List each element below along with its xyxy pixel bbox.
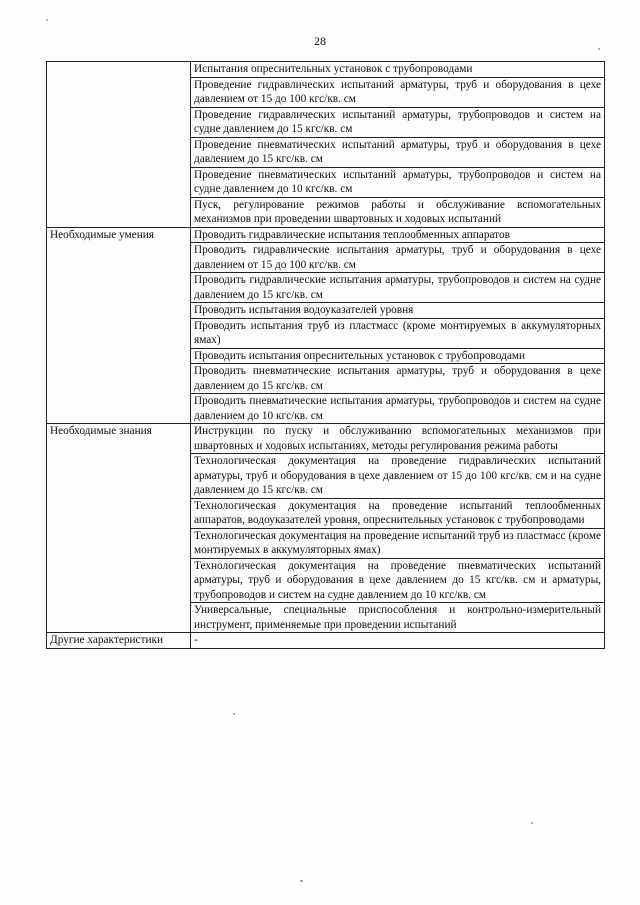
requirement-item: Пуск, регулирование режимов работы и обслуживание вспомогательных механизмов при проведении швартовных и ходовых испытаний	[191, 197, 605, 227]
table-row	[47, 424, 605, 454]
requirement-item: Проведение гидравлических испытаний арматуры, труб и оборудования в цехе давлением от 15 до 100 кгс/кв. см	[191, 77, 605, 107]
page-number: 28	[314, 34, 326, 48]
requirement-item: Проводить испытания водоуказателей уровня	[191, 303, 605, 319]
characteristics-table	[46, 61, 605, 649]
requirement-item: Проводить гидравлические испытания арматуры, трубопроводов и систем на судне давлением до 15 кгс/кв. см	[191, 273, 605, 303]
scan-speck	[300, 880, 303, 882]
requirement-item: Проводить гидравлические испытания теплообменных аппаратов	[191, 227, 605, 243]
section-label: Необходимые знания	[47, 424, 191, 633]
requirement-item: Технологическая документация на проведение гидравлических испытаний арматуры, труб и оборудования в цехе давлением от 15 до 100 кгс/кв. см и на судне давлением до 15 кгс/кв. см	[191, 454, 605, 499]
requirement-item: Технологическая документация на проведение испытаний теплообменных аппаратов, водоуказателей уровня, опреснительных установок с трубопроводами	[191, 498, 605, 528]
requirement-item: Проводить испытания труб из пластмасс (кроме монтируемых в аккумуляторных ямах)	[191, 318, 605, 348]
requirement-item: Проводить испытания опреснительных установок с трубопроводами	[191, 348, 605, 364]
scan-speck	[233, 713, 235, 715]
table-row	[47, 62, 605, 78]
requirement-item: -	[191, 633, 605, 649]
requirement-item: Испытания опреснительных установок с трубопроводами	[191, 62, 605, 78]
scan-speck	[531, 822, 533, 824]
requirement-item: Технологическая документация на проведение пневматических испытаний арматуры, труб и оборудования в цехе давлением до 15 кгс/кв. см и арматуры, трубопроводов и систем на судне давлением до 10 кгс/кв. см	[191, 558, 605, 603]
requirement-item: Проведение пневматических испытаний арматуры, трубопроводов и систем на судне давлением до 10 кгс/кв. см	[191, 167, 605, 197]
requirement-item: Проводить гидравлические испытания арматуры, труб и оборудования в цехе давлением от 15 до 100 кгс/кв. см	[191, 243, 605, 273]
table-row	[47, 227, 605, 243]
requirement-item: Проводить пневматические испытания арматуры, труб и оборудования в цехе давлением до 15 кгс/кв. см	[191, 364, 605, 394]
requirement-item: Проведение гидравлических испытаний арматуры, трубопроводов и систем на судне давлением до 15 кгс/кв. см	[191, 107, 605, 137]
scan-speck	[46, 19, 48, 21]
section-label: Необходимые умения	[47, 227, 191, 424]
requirement-item: Технологическая документация на проведение испытаний труб из пластмасс (кроме монтируемых в аккумуляторных ямах)	[191, 528, 605, 558]
requirement-item: Проводить пневматические испытания арматуры, трубопроводов и систем на судне давлением до 10 кгс/кв. см	[191, 394, 605, 424]
section-label	[47, 62, 191, 228]
table-row	[47, 633, 605, 649]
scan-speck	[598, 48, 600, 50]
requirement-item: Инструкции по пуску и обслуживанию вспомогательных механизмов при швартовных и ходовых испытаниях, методы регулирования режима работы	[191, 424, 605, 454]
requirement-item: Проведение пневматических испытаний арматуры, труб и оборудования в цехе давлением до 15 кгс/кв. см	[191, 137, 605, 167]
section-label: Другие характеристики	[47, 633, 191, 649]
requirement-item: Универсальные, специальные приспособления и контрольно-измерительный инструмент, применяемые при проведении испытаний	[191, 603, 605, 633]
